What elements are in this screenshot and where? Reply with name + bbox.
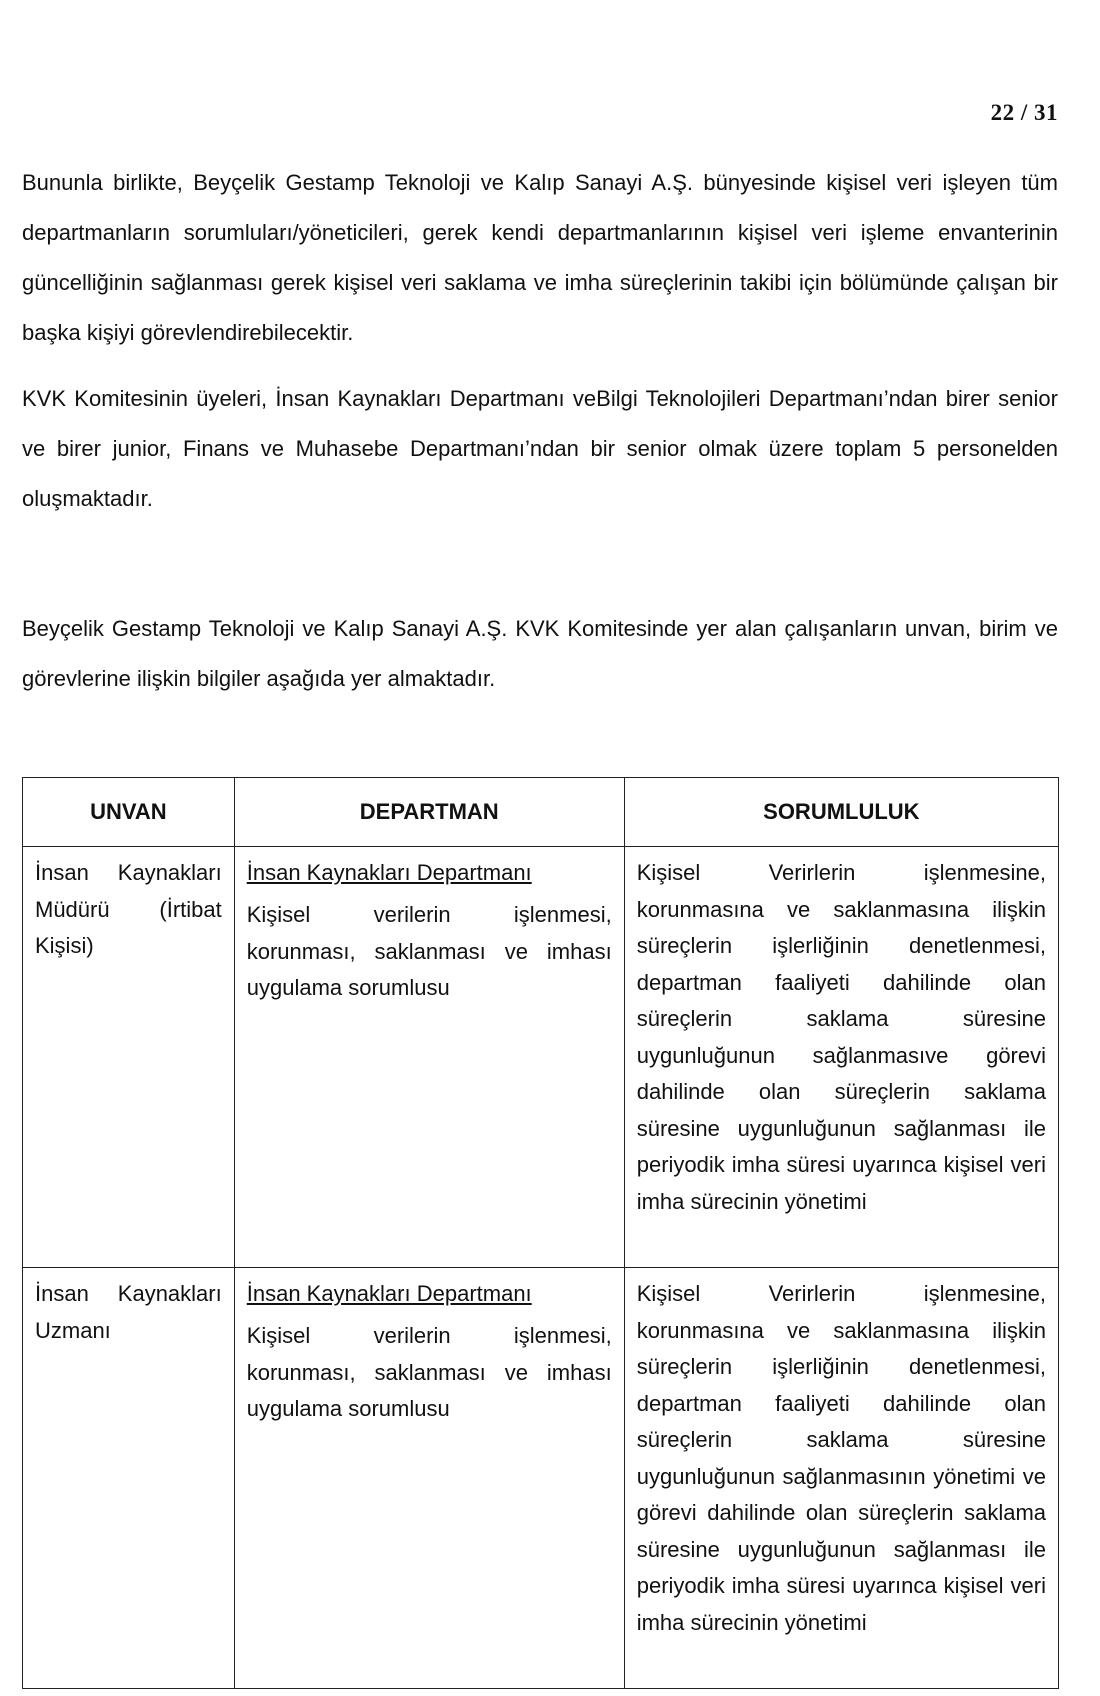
header-unvan: UNVAN — [23, 778, 235, 847]
unvan-text: İnsan Kaynakları Uzmanı — [35, 1281, 222, 1343]
header-departman: DEPARTMAN — [234, 778, 624, 847]
department-name: İnsan Kaynakları Departmanı — [246, 860, 532, 885]
cell-sorumluluk — [624, 1268, 1058, 1689]
table-header-row — [23, 778, 1059, 847]
table-row — [23, 1268, 1059, 1689]
department-name: İnsan Kaynakları Departmanı — [246, 1281, 532, 1306]
paragraph-data-processing-departments: Bununla birlikte, Beyçelik Gestamp Teknoloji ve Kalıp Sanayi A.Ş. bünyesinde kişisel veri işleyen tüm departmanların sorumluları/yöneticileri, gerek kendi departmanlarının kişisel veri işleme envanterinin güncelliğinin sağlanması gerek kişisel veri saklama ve imha süreçlerinin takibi için bölümünde çalışan bir başka kişiyi görevlendirebilecektir. — [22, 170, 1058, 345]
committee-table — [22, 777, 1059, 1689]
page-number: 22 / 31 — [990, 100, 1058, 125]
responsibility-text: Kişisel Verirlerin işlenmesine, korunmasına ve saklanmasına ilişkin süreçlerin işlerliğinin denetlenmesi, departman faaliyeti dahilinde olan süreçlerin saklama süresine uygunluğunun sağlanmasının yönetimi ve görevi dahilinde olan süreçlerin saklama süresine uygunluğunun sağlanması ile periyodik imha süresi uyarınca kişisel veri imha sürecinin yönetimi — [636, 1281, 1046, 1635]
table-row — [23, 847, 1059, 1268]
responsibility-text: Kişisel Verirlerin işlenmesine, korunmasına ve saklanmasına ilişkin süreçlerin işlerliğinin denetlenmesi, departman faaliyeti dahilinde olan süreçlerin saklama süresine uygunluğunun sağlanmasıve görevi dahilinde olan süreçlerin saklama süresine uygunluğunun sağlanması ile periyodik imha süresi uyarınca kişisel veri imha sürecinin yönetimi — [636, 860, 1046, 1214]
header-sorumluluk: SORUMLULUK — [624, 778, 1058, 847]
paragraph-committee-members: KVK Komitesinin üyeleri, İnsan Kaynakları Departmanı veBilgi Teknolojileri Departmanı’ndan birer senior ve birer junior, Finans ve Muhasebe Departmanı’ndan bir senior olmak üzere toplam 5 personelden oluşmaktadır. — [22, 386, 1058, 511]
cell-unvan — [23, 847, 235, 1268]
cell-sorumluluk — [624, 847, 1058, 1268]
department-description: Kişisel verilerin işlenmesi, korunması, saklanması ve imhası uygulama sorumlusu — [246, 902, 612, 1000]
cell-unvan — [23, 1268, 235, 1689]
paragraph-table-intro: Beyçelik Gestamp Teknoloji ve Kalıp Sanayi A.Ş. KVK Komitesinde yer alan çalışanların unvan, birim ve görevlerine ilişkin bilgiler aşağıda yer almaktadır. — [22, 616, 1058, 691]
unvan-text: İnsan Kaynakları Müdürü (İrtibat Kişisi) — [35, 860, 222, 958]
department-description: Kişisel verilerin işlenmesi, korunması, saklanması ve imhası uygulama sorumlusu — [246, 1323, 612, 1421]
cell-departman — [234, 1268, 624, 1689]
cell-departman — [234, 847, 624, 1268]
